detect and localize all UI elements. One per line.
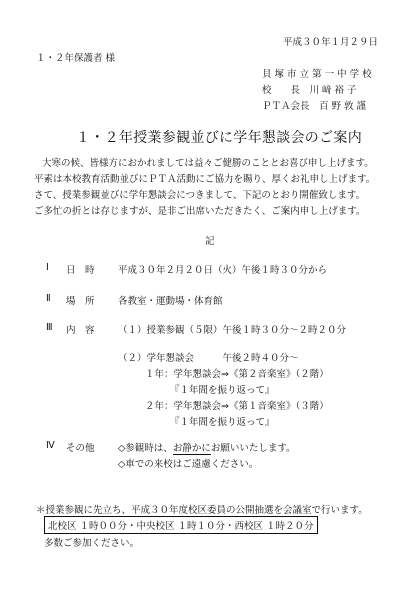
intro-line: さて、授業参観並びに学年懇談会につきまして、下記のとおり開催致します。 — [34, 190, 366, 201]
item-value-datetime: 平成３０年２月２０日（火）午後１時３０分から — [118, 265, 328, 276]
item-number: Ⅲ — [46, 322, 53, 333]
other-note-quiet: ◇参観時は、お静かにお願いいたします。 — [118, 443, 296, 454]
date: 平成３０年１月２９日 — [283, 37, 379, 48]
intro-line: ご多忙の折とは存じますが、是非ご出席いただきたく、ご案内申し上げます。 — [34, 206, 366, 217]
other-note-car: ◇車での来校はご遠慮ください。 — [118, 459, 259, 470]
item-number: Ⅳ — [46, 440, 55, 451]
ki-heading: 記 — [205, 236, 215, 247]
item-label-content: 内 容 — [66, 325, 95, 336]
lottery-note: ＊授業参観に先立ち、平成３０年度校区委員の公開抽選を会議室で行います。 — [36, 505, 368, 516]
item-label-place: 場 所 — [66, 296, 95, 307]
item-number: Ⅱ — [46, 293, 51, 304]
content-line: 『１年間を振り返って』 — [170, 385, 275, 396]
emphasis-quietly: お静かに — [172, 443, 211, 454]
item-value-place: 各教室・運動場・体育館 — [118, 296, 223, 307]
intro-line: 平素は本校教育活動並びにＰＴＡ活動にご協力を賜り、厚くお礼申し上げます。 — [34, 174, 376, 185]
intro-line: 大寒の候、皆様方におかれましては益々ご健勝のこととお喜び申し上げます。 — [42, 158, 374, 169]
content-line: 『１年間を振り返って』 — [170, 417, 275, 428]
lottery-schedule-box: 北校区 １時００分・中央校区 １時１０分・西校区 １時２０分 — [44, 516, 318, 534]
item-label-other: その他 — [66, 443, 95, 454]
school-name: 貝 塚 市 立 第 一 中 学 校 — [262, 69, 372, 80]
content-line: （２）学年懇談会 午後２時４０分～ — [118, 353, 299, 364]
item-number: Ⅰ — [46, 262, 49, 273]
content-line: １年：学年懇談会⇒《第２音楽室》（２階） — [145, 369, 329, 380]
content-line: （１）授業参観（５限）午後１時３０分～２時２０分 — [118, 325, 347, 336]
closing-line: 多数ご参加ください。 — [44, 538, 140, 549]
item-label-datetime: 日 時 — [66, 265, 95, 276]
recipient: １・２年保護者 様 — [36, 53, 116, 64]
document-title: １・２年授業参観並びに学年懇談会のご案内 — [76, 130, 362, 146]
content-line: ２年：学年懇談会⇒《第１音楽室》（３階） — [145, 401, 329, 412]
principal-name: 校 長 川 﨑 裕 子 — [262, 85, 357, 96]
pta-president-name: ＰＴＡ会長 百 野 敦 謹 — [262, 101, 367, 112]
